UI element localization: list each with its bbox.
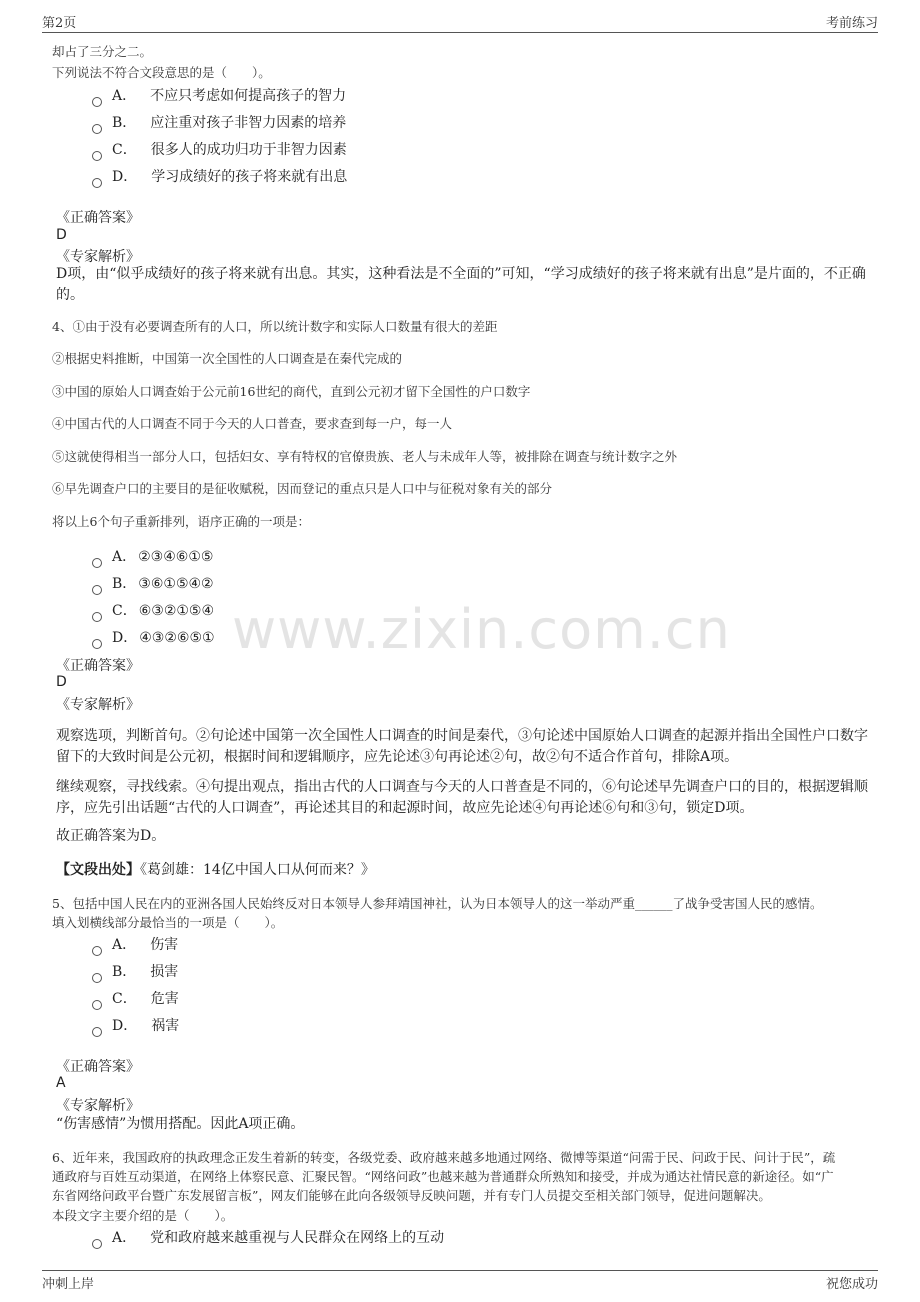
q5-analysis: “伤害感情”为惯用搭配。因此A项正确。: [56, 1116, 305, 1132]
option-text: ⑥③②①⑤④: [138, 603, 215, 619]
option-text: 危害: [150, 991, 179, 1007]
radio-icon[interactable]: [92, 558, 102, 568]
q4-answer: D: [56, 674, 67, 690]
radio-icon[interactable]: [92, 1000, 102, 1010]
option-letter: D．: [112, 1018, 138, 1034]
q4-sentence-1: 4、①由于没有必要调查所有的人口，所以统计数字和实际人口数量有很大的差距: [52, 319, 498, 334]
q5-option-b[interactable]: [92, 961, 178, 981]
q4-analysis-p1: 观察选项，判断首句。②句论述中国第一次全国性人口调查的时间是秦代，③句论述中国原始人口调查的起源并指出全国性户口数字留下的大致时间是公元初，根据时间和逻辑顺序，应先论述③句再论述②句，故②句不适合作首句，排除A项。: [56, 728, 868, 765]
q3-answer-label: 《正确答案》: [56, 210, 140, 226]
q4-analysis-p3: 故正确答案为D。: [56, 828, 166, 844]
source-title: 《葛剑雄：14亿中国人口从何而来？》: [140, 862, 375, 878]
q3-analysis: D项，由“似乎成绩好的孩子将来就有出息。其实，这种看法是不全面的”可知，“学习成绩好的孩子将来就有出息”是片面的，不正确的。: [56, 266, 866, 303]
q3-option-b[interactable]: [92, 112, 346, 132]
q4-option-b[interactable]: [92, 573, 214, 593]
q3-answer: D: [56, 227, 67, 243]
q4-sentence-3: ③中国的原始人口调查始于公元前16世纪的商代，直到公元初才留下全国性的户口数字: [52, 384, 531, 399]
radio-icon[interactable]: [92, 1239, 102, 1249]
radio-icon[interactable]: [92, 585, 102, 595]
footer-rule: [42, 1270, 878, 1271]
option-text: 很多人的成功归功于非智力因素: [150, 142, 347, 158]
source-label: 【文段出处】: [56, 862, 140, 878]
q6-prompt: 本段文字主要介绍的是（ ）。: [52, 1208, 234, 1223]
q3-option-a[interactable]: [92, 85, 346, 105]
option-text: 学习成绩好的孩子将来就有出息: [151, 169, 348, 185]
q4-source: [56, 859, 375, 879]
radio-icon[interactable]: [92, 946, 102, 956]
option-text: 祸害: [151, 1018, 180, 1034]
option-letter: B．: [112, 964, 137, 980]
q6-stem-line2: 通政府与百姓互动渠道，在网络上体察民意、汇聚民智。“网络问政”也越来越为普通群众所熟知和接受，并成为通达社情民意的新途径。如“广: [52, 1169, 834, 1184]
option-letter: A．: [112, 88, 137, 104]
option-letter: A．: [112, 549, 137, 565]
q4-analysis-label: 《专家解析》: [56, 697, 140, 713]
option-text: 不应只考虑如何提高孩子的智力: [150, 88, 347, 104]
option-text: 损害: [150, 964, 179, 980]
radio-icon[interactable]: [92, 612, 102, 622]
header-rule: [42, 32, 878, 33]
option-letter: B．: [112, 576, 137, 592]
q3-analysis-label: 《专家解析》: [56, 249, 140, 265]
option-letter: D．: [112, 169, 138, 185]
option-letter: C．: [112, 142, 137, 158]
q6-stem-line1: 6、近年来，我国政府的执政理念正发生着新的转变，各级党委、政府越来越多地通过网络、微博等渠道“问需于民、问政于民、问计于民”，疏: [52, 1150, 836, 1165]
q5-analysis-label: 《专家解析》: [56, 1098, 140, 1114]
q4-option-c[interactable]: [92, 600, 214, 620]
radio-icon[interactable]: [92, 124, 102, 134]
option-text: ③⑥①⑤④②: [138, 576, 214, 592]
q4-option-d[interactable]: [92, 627, 215, 647]
option-letter: A．: [112, 937, 137, 953]
option-letter: C．: [112, 603, 137, 619]
q5-option-d[interactable]: [92, 1015, 179, 1035]
q4-sentence-5: ⑤这就使得相当一部分人口，包括妇女、享有特权的官僚贵族、老人与未成年人等，被排除在调查与统计数字之外: [52, 449, 678, 464]
watermark: www.zixin.com.cn: [232, 598, 731, 661]
q4-sentence-4: ④中国古代的人口调查不同于今天的人口普查，要求查到每一户，每一人: [52, 416, 453, 431]
q3-prompt: 下列说法不符合文段意思的是（ ）。: [52, 65, 271, 80]
header-title: 考前练习: [825, 16, 878, 31]
q4-option-a[interactable]: [92, 546, 213, 566]
q5-answer-label: 《正确答案》: [56, 1059, 140, 1075]
q4-sentence-6: ⑥早先调查户口的主要目的是征收赋税，因而登记的重点只是人口中与征税对象有关的部分: [52, 481, 553, 496]
option-letter: C．: [112, 991, 137, 1007]
q4-prompt: 将以上6个句子重新排列，语序正确的一项是：: [52, 514, 310, 529]
radio-icon[interactable]: [92, 151, 102, 161]
radio-icon[interactable]: [92, 1027, 102, 1037]
q3-passage-tail: 却占了三分之二。: [52, 44, 153, 59]
q4-answer-label: 《正确答案》: [56, 658, 140, 674]
q6-option-a[interactable]: [92, 1227, 444, 1247]
q5-stem-line2: 填入划横线部分最恰当的一项是（ ）。: [52, 915, 284, 930]
page-number: 第2页: [42, 16, 77, 31]
option-letter: D．: [112, 630, 138, 646]
q3-option-c[interactable]: [92, 139, 347, 159]
option-text: ④③②⑥⑤①: [139, 630, 215, 646]
q5-option-c[interactable]: [92, 988, 179, 1008]
option-text: ②③④⑥①⑤: [138, 549, 214, 565]
radio-icon[interactable]: [92, 178, 102, 188]
radio-icon[interactable]: [92, 639, 102, 649]
q6-stem-line3: 东省网络问政平台暨广东发展留言板”，网友们能够在此向各级领导反映问题，并有专门人员提交至相关部门领导，促进问题解决。: [52, 1188, 771, 1203]
q5-option-a[interactable]: [92, 934, 178, 954]
option-text: 应注重对孩子非智力因素的培养: [150, 115, 347, 131]
q4-analysis-p2: 继续观察，寻找线索。④句提出观点，指出古代的人口调查与今天的人口普查是不同的，⑥句论述早先调查户口的目的，根据逻辑顺序，应先引出话题“古代的人口调查”，再论述其目的和起源时间，故应先论述④句再论述⑥句和③句，锁定D项。: [56, 779, 868, 816]
option-letter: A．: [112, 1230, 137, 1246]
footer-right: 祝您成功: [825, 1277, 878, 1292]
q3-option-d[interactable]: [92, 166, 347, 186]
q5-answer: A: [56, 1075, 66, 1091]
q5-stem-line1: 5、包括中国人民在内的亚洲各国人民始终反对日本领导人参拜靖国神社，认为日本领导人的这一举动严重______了战争受害国人民的感情。: [52, 896, 823, 911]
radio-icon[interactable]: [92, 973, 102, 983]
q4-sentence-2: ②根据史料推断，中国第一次全国性的人口调查是在秦代完成的: [52, 351, 403, 366]
footer-left: 冲刺上岸: [42, 1277, 95, 1292]
option-text: 伤害: [150, 937, 179, 953]
option-letter: B．: [112, 115, 137, 131]
radio-icon[interactable]: [92, 97, 102, 107]
option-text: 党和政府越来越重视与人民群众在网络上的互动: [150, 1230, 445, 1246]
